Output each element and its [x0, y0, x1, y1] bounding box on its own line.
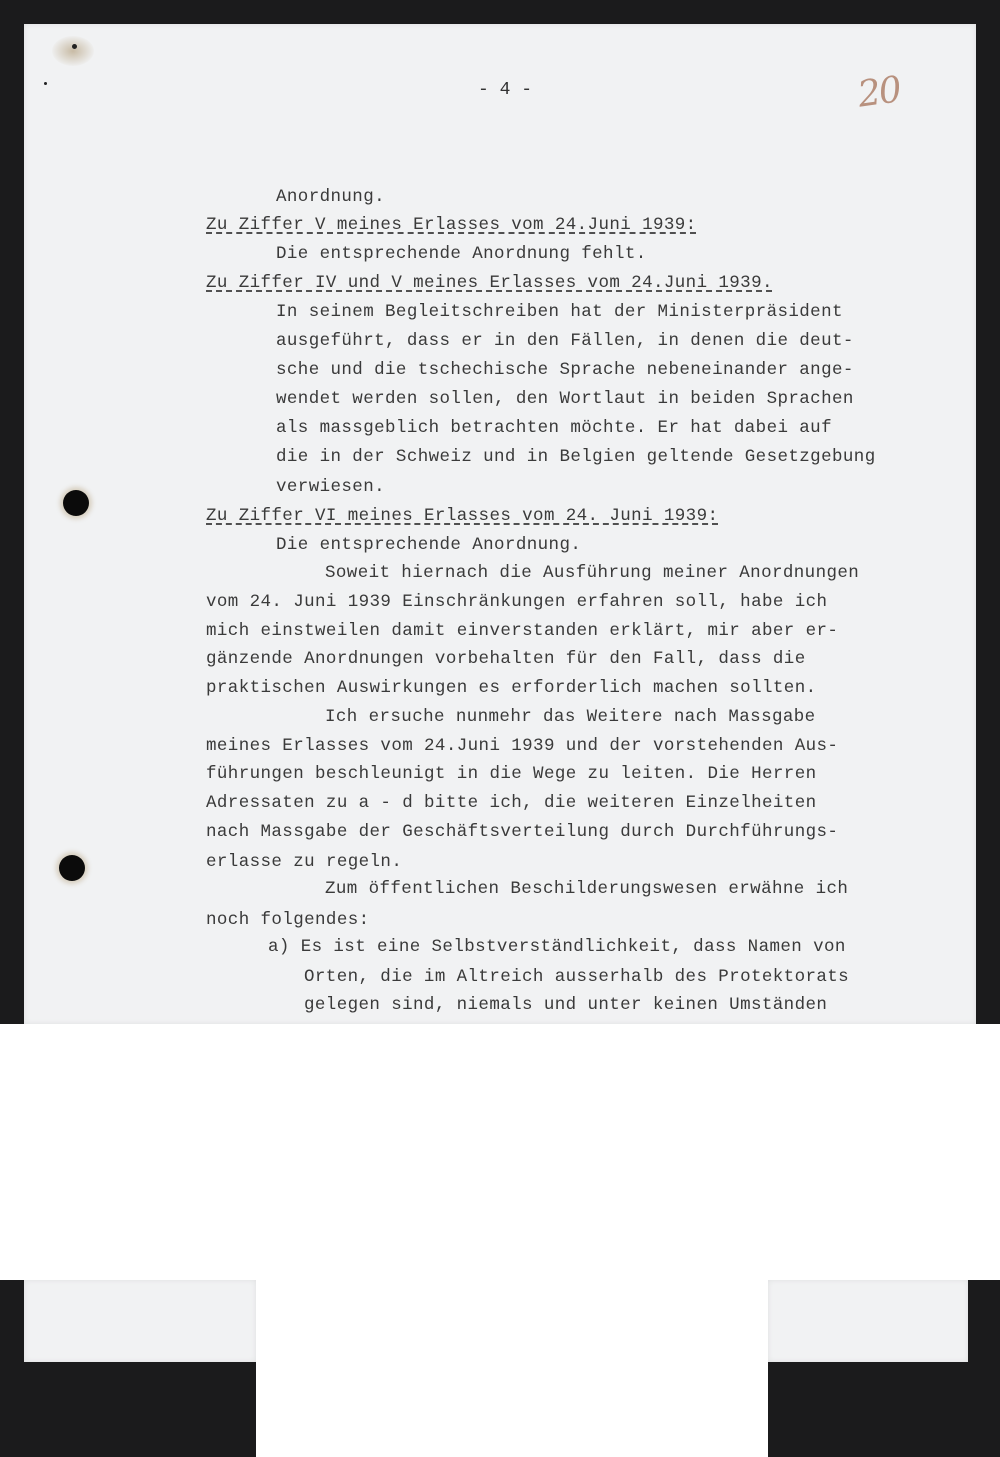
document-page-bottom-left	[24, 1280, 256, 1362]
text-line: Anordnung.	[276, 187, 386, 207]
text-line: die in der Schweiz und in Belgien geltende Gesetzgebung	[276, 447, 876, 467]
text-line: gänzende Anordnungen vorbehalten für den Fall, dass die	[206, 649, 806, 669]
text-line: Die entsprechende Anordnung.	[276, 535, 582, 555]
text-line: wendet werden sollen, den Wortlaut in beiden Sprachen	[276, 389, 854, 409]
text-line: Ich ersuche nunmehr das Weitere nach Massgabe	[325, 707, 816, 727]
handwritten-folio-number: 20	[855, 69, 903, 116]
text-line: meines Erlasses vom 24.Juni 1939 und der vorstehenden Aus-	[206, 736, 839, 756]
stain-mark	[52, 36, 94, 66]
text-line: nach Massgabe der Geschäftsverteilung durch Durchführungs-	[206, 822, 839, 842]
list-item-a: a) Es ist eine Selbstverständlichkeit, dass Namen von	[268, 937, 846, 957]
missing-region	[0, 1024, 1000, 1280]
ink-dot-small	[44, 82, 47, 85]
text-line: Die entsprechende Anordnung fehlt.	[276, 244, 647, 264]
ink-dot	[72, 44, 77, 49]
punch-hole-lower	[59, 855, 85, 881]
missing-region-bottom	[256, 1280, 768, 1457]
text-line: führungen beschleunigt in die Wege zu leiten. Die Herren	[206, 764, 817, 784]
text-line: als massgeblich betrachten möchte. Er hat dabei auf	[276, 418, 832, 438]
document-page-bottom-right	[768, 1280, 968, 1362]
section-heading: Zu Ziffer IV und V meines Erlasses vom 24.Juni 1939.	[206, 273, 773, 293]
section-heading: Zu Ziffer VI meines Erlasses vom 24. Juni 1939:	[206, 506, 719, 526]
text-line: Orten, die im Altreich ausserhalb des Protektorats	[304, 967, 850, 987]
text-line: gelegen sind, niemals und unter keinen Umständen	[304, 995, 828, 1015]
text-line: praktischen Auswirkungen es erforderlich machen sollten.	[206, 678, 817, 698]
text-line: Adressaten zu a - d bitte ich, die weiteren Einzelheiten	[206, 793, 817, 813]
text-line: noch folgendes:	[206, 910, 370, 930]
text-line: erlasse zu regeln.	[206, 852, 403, 872]
text-line: sche und die tschechische Sprache nebeneinander ange-	[276, 360, 854, 380]
punch-hole-upper	[63, 490, 89, 516]
text-line: ausgeführt, dass er in den Fällen, in denen die deut-	[276, 331, 854, 351]
text-line: verwiesen.	[276, 477, 386, 497]
text-line: mich einstweilen damit einverstanden erklärt, mir aber er-	[206, 621, 839, 641]
page-number: - 4 -	[477, 80, 532, 100]
text-line: In seinem Begleitschreiben hat der Ministerpräsident	[276, 302, 843, 322]
text-line: Soweit hiernach die Ausführung meiner Anordnungen	[325, 563, 860, 583]
text-line: vom 24. Juni 1939 Einschränkungen erfahren soll, habe ich	[206, 592, 828, 612]
section-heading: Zu Ziffer V meines Erlasses vom 24.Juni 1939:	[206, 215, 697, 235]
text-line: Zum öffentlichen Beschilderungswesen erwähne ich	[325, 879, 849, 899]
